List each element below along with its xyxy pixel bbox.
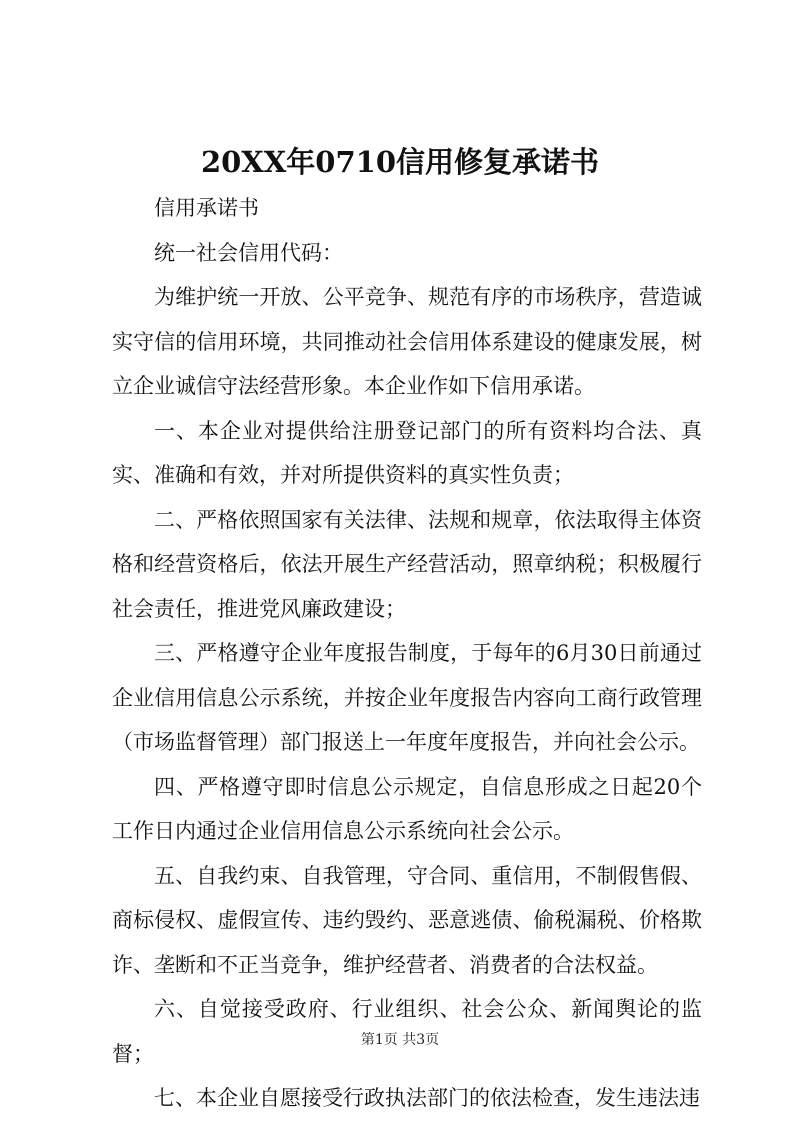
paragraph: 二、严格依照国家有关法律、法规和规章，依法取得主体资格和经营资格后，依法开展生产经营活动，照章纳税；积极履行社会责任，推进党风廉政建设； (112, 507, 702, 621)
paragraph: 信用承诺书 (154, 196, 259, 220)
paragraph: 四、严格遵守即时信息公示规定，自信息形成之日起20个工作日内通过企业信用信息公示系统向社会公示。 (112, 774, 702, 843)
paragraph: 统一社会信用代码： (154, 240, 343, 265)
document-title: 20XX年0710信用修复承诺书 (200, 145, 600, 179)
paragraph: 六、自觉接受政府、行业组织、社会公众、新闻舆论的监督； (112, 997, 702, 1066)
paragraph: 七、本企业自愿接受行政执法部门的依法检查，发生违法违 (154, 1086, 700, 1110)
paragraph: 一、本企业对提供给注册登记部门的所有资料均合法、真实、准确和有效，并对所提供资料的真实性负责； (112, 418, 702, 487)
paragraph: 五、自我约束、自我管理，守合同、重信用，不制假售假、商标侵权、虚假宣传、违约毁约、恶意逃债、偷税漏税、价格欺诈、垄断和不正当竞争，维护经营者、消费者的合法权益。 (112, 863, 702, 977)
paragraph: 为维护统一开放、公平竞争、规范有序的市场秩序，营造诚实守信的信用环境，共同推动社会信用体系建设的健康发展，树立企业诚信守法经营形象。本企业作如下信用承诺。 (112, 285, 702, 398)
page-footer: 第1页 共3页 (360, 1032, 440, 1048)
document-body (112, 186, 702, 1121)
paragraph: 三、严格遵守企业年度报告制度，于每年的6月30日前通过企业信用信息公示系统，并按企业年度报告内容向工商行政管理（市场监督管理）部门报送上一年度年度报告，并向社会公示。 (112, 641, 702, 754)
